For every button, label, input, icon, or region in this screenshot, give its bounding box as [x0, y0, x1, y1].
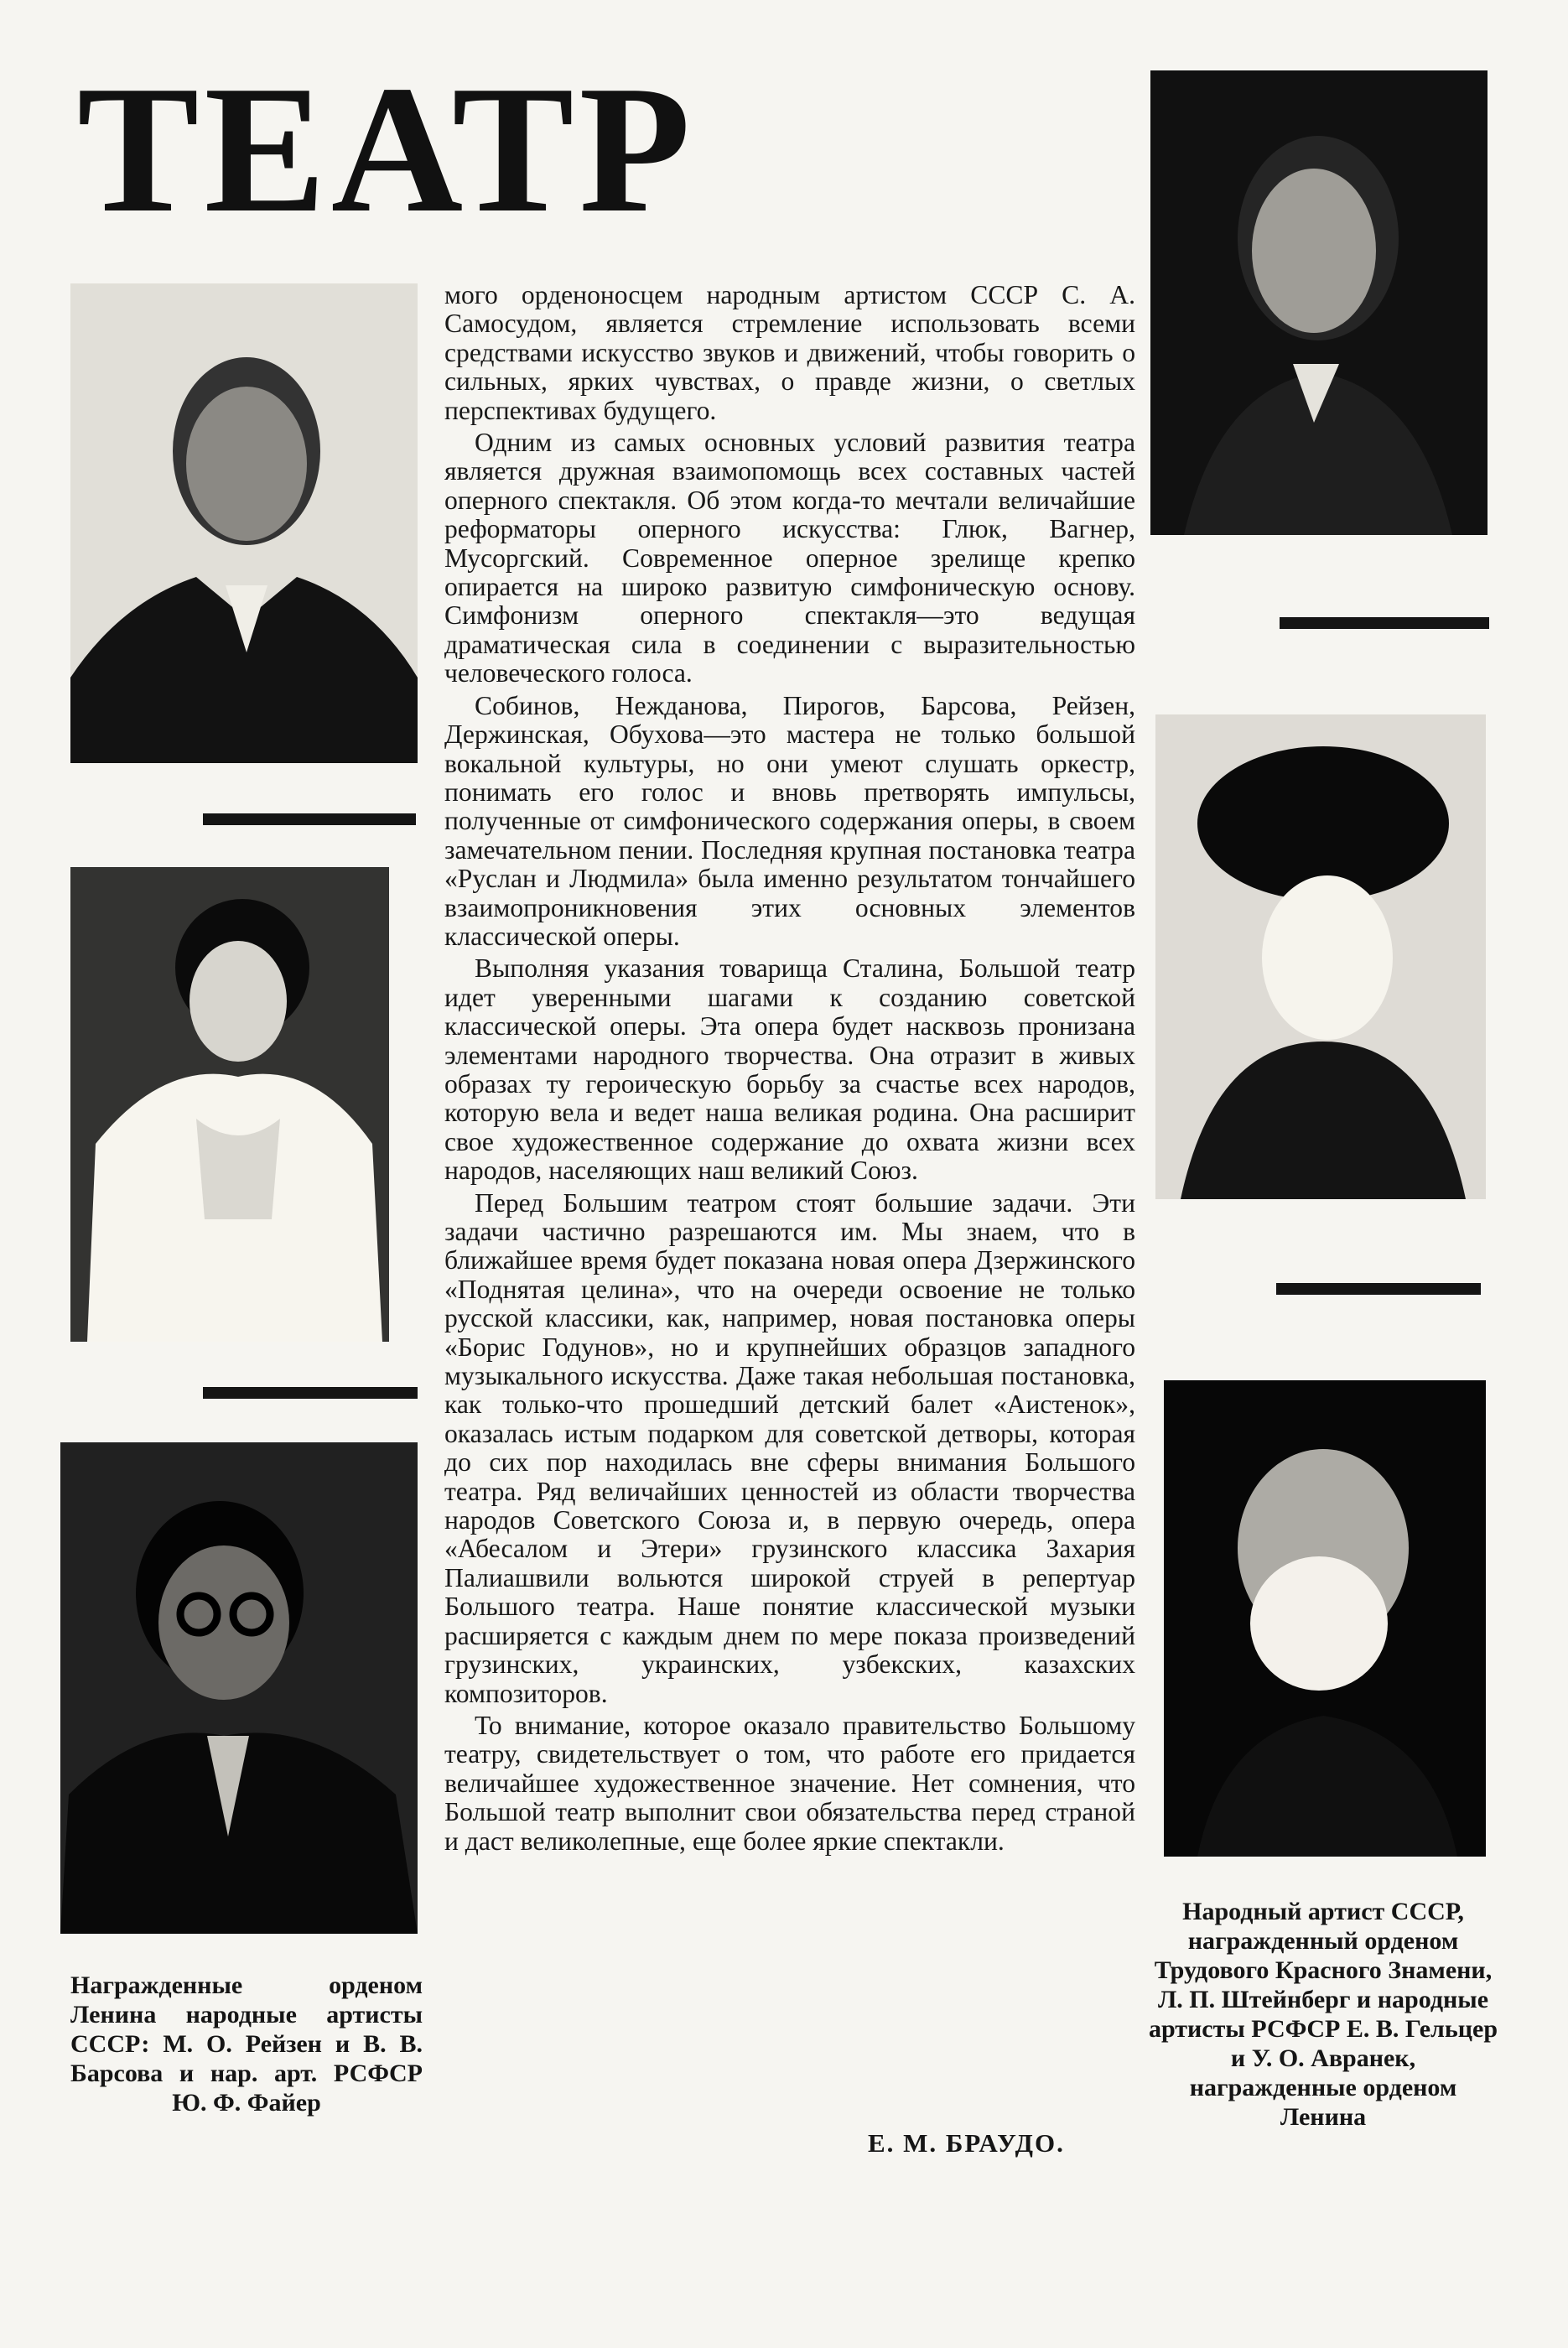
article-paragraph: То внимание, которое оказало правительство Большому театру, свидетельствует о том, что работе его придается величайшее художественное значение. Нет сомнения, что Большой театр выполнит свои обязательства перед страной и даст великолепные, еще более яркие спектакли. [444, 1710, 1135, 1856]
portrait-photo-barsova [70, 867, 389, 1342]
article-paragraph: Перед Большим театром стоят большие задачи. Эти задачи частично разрешаются им. Мы знаем, что в ближайшее время будет показана новая опера Дзержинского «Поднятая целина», что на очереди освоение не только русской классики, как, например, новая постановка оперы «Борис Годунов», но и крупнейших образцов западного музыкального искусства. Даже такая небольшая постановка, как только-что прошедший детский балет «Аистенок», оказалась истым подарком для советской детворы, которая до сих пор находилась вне сферы внимания Большого театра. Ряд величайших ценностей из области творчества народов Советского Союза и, в первую очередь, опера «Абесалом и Этери» грузинского классика Захария Палиашвили вольются широкой струей в репертуар Большого театра. Наше понятие классической музыки расширяется с каждым днем по мере показа произведений грузинских, украинских, узбекских, казахских композиторов. [444, 1187, 1135, 1708]
divider-rule [203, 813, 416, 825]
portrait-photo-steinberg [1150, 70, 1488, 535]
article-paragraph: мого орденоносцем народным артистом СССР С. А. Самосудом, является стремление использовать всеми средствами искусство звуков и движений, чтобы говорить о сильных, ярких чувствах, о правде жизни, о светлых перспективах будущего. [444, 280, 1135, 425]
portrait-photo-avranek [1164, 1380, 1486, 1857]
portrait-photo-geltser [1155, 714, 1486, 1199]
photo-caption-right: Народный артист СССР, награжденный орденом Трудового Красного Знамени, Л. П. Штейнберг и народные артисты РСФСР Е. В. Гельцер и У. О. Авранек, награжденные орденом Ленина [1148, 1898, 1498, 2131]
article-signature: Е. М. БРАУДО. [868, 2128, 1065, 2158]
article-paragraph: Выполняя указания товарища Сталина, Большой театр идет уверенными шагами к созданию советской классической оперы. Эта опера будет насквозь пронизана элементами народного творчества. Она отразит в живых образах ту героическую борьбу за счастье всех народов, которую вела и ведет наша великая родина. Она расширит свое художественное содержание до охвата жизни всех народов, населяющих наш великий Союз. [444, 953, 1135, 1186]
section-title: ТЕАТР [77, 49, 696, 251]
divider-rule [203, 1387, 418, 1399]
divider-rule [1280, 617, 1489, 629]
portrait-photo-faier [60, 1442, 418, 1934]
article-paragraph: Одним из самых основных условий развития театра является дружная взаимопомощь всех составных частей оперного спектакля. Об этом когда-то мечтали величайшие реформаторы оперного искусства: Глюк, Вагнер, Мусоргский. Современное оперное зрелище крепко опирается на широко развитую симфоническую основу. Симфонизм оперного спектакля—это ведущая драматическая сила в соединении с выразительностью человеческого голоса. [444, 428, 1135, 688]
divider-rule [1276, 1283, 1481, 1295]
article-paragraph: Собинов, Нежданова, Пирогов, Барсова, Рейзен, Держинская, Обухова—это мастера не только большой вокальной культуры, но они умеют слушать оркестр, понимать его голос и вновь претворять импульсы, полученные от симфонического содержания оперы, в своем замечательном пении. Последняя крупная постановка театра «Руслан и Людмила» была именно результатом тончайшего взаимопроникновения этих основных элементов классической оперы. [444, 690, 1135, 951]
portrait-photo-reizen [70, 283, 418, 763]
photo-caption-left: Награжденные орденом Ленина народные артисты СССР: М. О. Рейзен и В. В. Барсова и нар. арт. РСФСР Ю. Ф. Файер [70, 1971, 423, 2117]
article-body [444, 281, 1135, 1859]
